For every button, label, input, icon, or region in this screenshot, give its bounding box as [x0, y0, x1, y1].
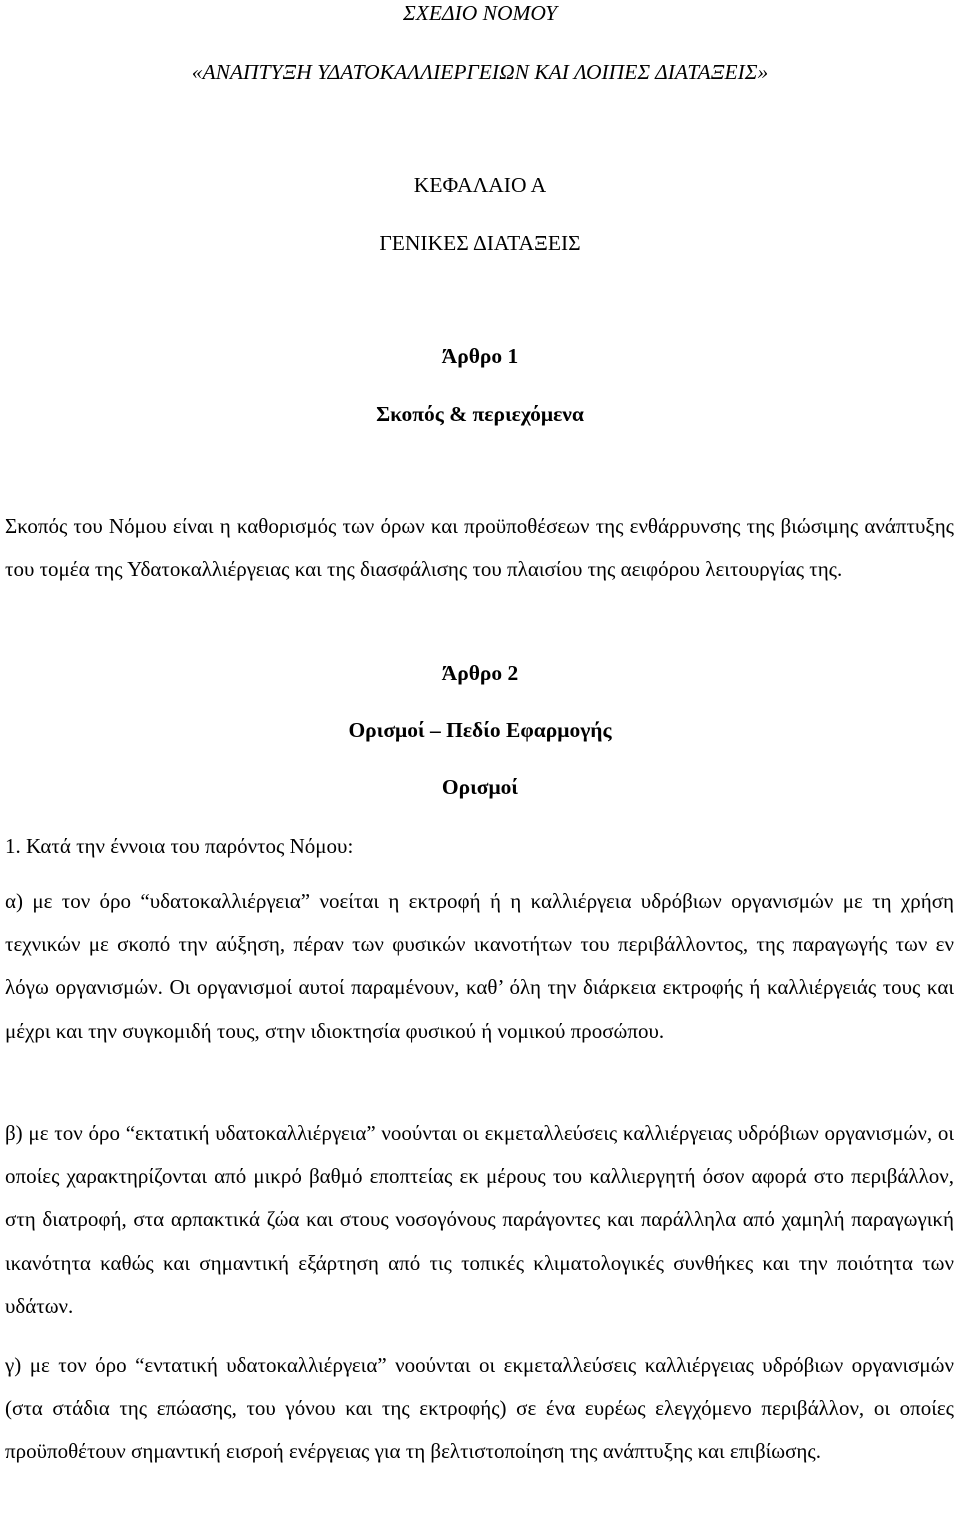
chapter-heading: ΚΕΦΑΛΑΙΟ Α [413, 173, 547, 197]
article-1-heading: Άρθρο 1 [441, 344, 519, 368]
definition-c: γ) με τον όρο “εντατική υδατοκαλλιέργεια” νοούνται οι εκμεταλλεύσεις καλλιέργειας υδρόβιων οργανισμών (στα στάδια της επώασης, του γόνου και της εκτροφής) σε ένα ευρέως ελεγχόμενο περιβάλλον, οι οποίες προϋποθέτουν σημαντική εισροή ενέργειας για τη βελτιστοποίηση της ανάπτυξης και επιβίωσης. [5, 1353, 954, 1464]
bill-title: «ΑΝΑΠΤΥΞΗ ΥΔΑΤΟΚΑΛΛΙΕΡΓΕΙΩΝ ΚΑΙ ΛΟΙΠΕΣ ΔΙΑΤΑΞΕΙΣ» [191, 60, 769, 84]
bill-label: ΣΧΕΔΙΟ ΝΟΜΟΥ [402, 1, 558, 25]
article-1-body: Σκοπός του Νόμου είναι η καθορισμός των όρων και προϋποθέσεων της ενθάρρυνσης της βιώσιμης ανάπτυξης του τομέα της Υδατοκαλλιέργειας και της διασφάλισης του πλαισίου της αειφόρου λειτουργίας της. [5, 514, 954, 582]
article-2-title: Ορισμοί – Πεδίο Εφαρμογής [348, 718, 612, 742]
definition-b: β) με τον όρο “εκτατική υδατοκαλλιέργεια” νοούνται οι εκμεταλλεύσεις καλλιέργειας υδρόβιων οργανισμών, οι οποίες χαρακτηρίζονται από μικρό βαθμό εποπτείας εκ μέρους του καλλιεργητή όσον αφορά στο περιβάλλον, στη διατροφή, στα αρπακτικά ζώα και στους νοσογόνους παράγοντες και παράλληλα από χαμηλή παραγωγική ικανότητα καθώς και σημαντική εξάρτηση από τις τοπικές κλιματολογικές συνθήκες και την ποιότητα των υδάτων. [5, 1121, 954, 1318]
article-2-subtitle: Ορισμοί [441, 775, 519, 799]
definitions-intro: 1. Κατά την έννοια του παρόντος Νόμου: [5, 834, 354, 858]
article-1-title: Σκοπός & περιεχόμενα [376, 402, 584, 426]
chapter-title: ΓΕΝΙΚΕΣ ΔΙΑΤΑΞΕΙΣ [379, 231, 581, 255]
definition-a: α) με τον όρο “υδατοκαλλιέργεια” νοείται η εκτροφή ή η καλλιέργεια υδρόβιων οργανισμών με τη χρήση τεχνικών με σκοπό την αύξηση, πέραν των φυσικών ικανοτήτων του περιβάλλοντος, της παραγωγής των εν λόγω οργανισμών. Οι οργανισμοί αυτοί παραμένουν, καθ’ όλη την διάρκεια εκτροφής ή καλλιέργειάς τους και μέχρι και την συγκομιδή τους, στην ιδιοκτησία φυσικού ή νομικού προσώπου. [5, 889, 954, 1043]
article-2-heading: Άρθρο 2 [441, 661, 519, 685]
